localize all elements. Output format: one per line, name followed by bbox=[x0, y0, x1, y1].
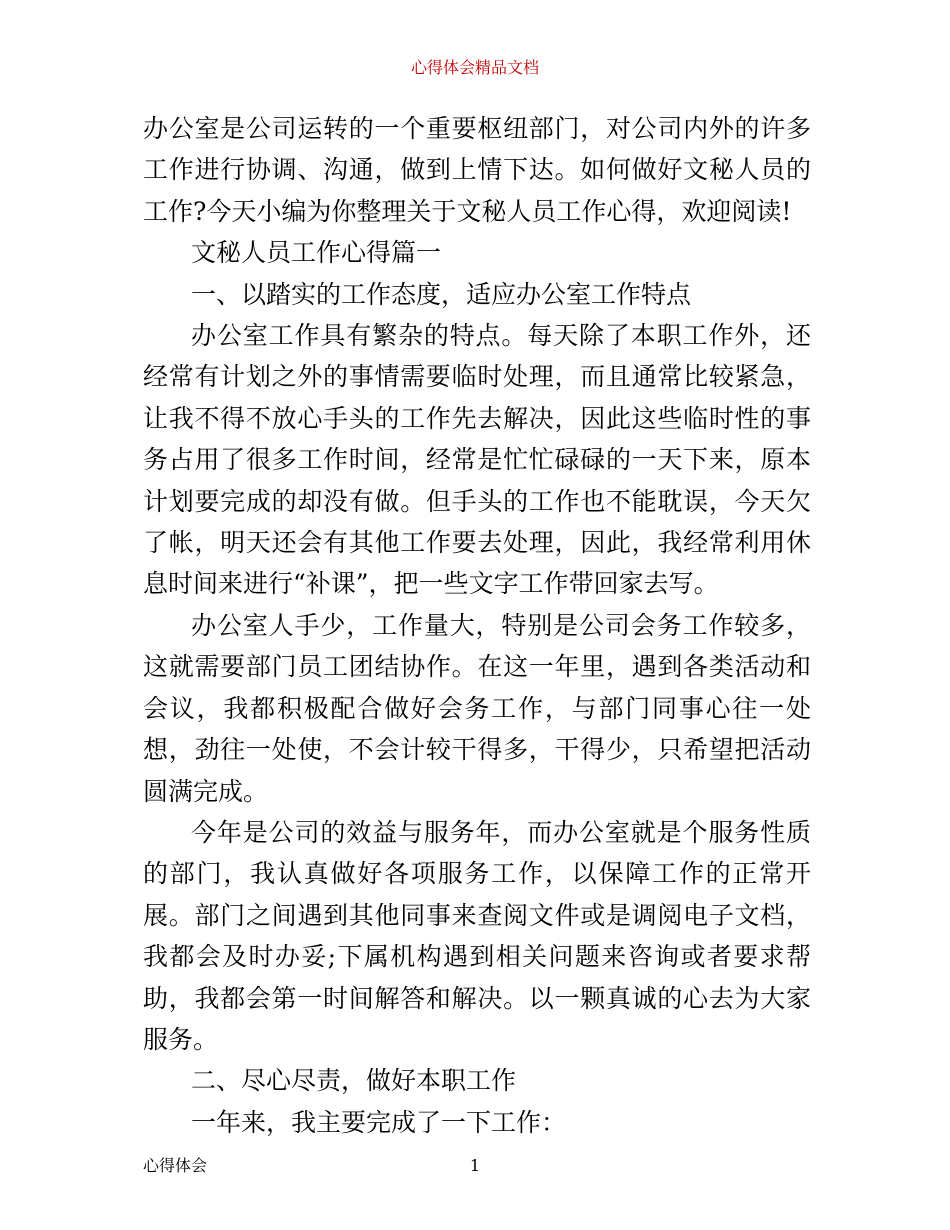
intro-paragraph: 办公室是公司运转的一个重要枢纽部门，对公司内外的许多工作进行协调、沟通，做到上情下达。如何做好文秘人员的工作?今天小编为你整理关于文秘人员工作心得，欢迎阅读! bbox=[143, 114, 811, 226]
page-header-title: 心得体会精品文档 bbox=[410, 58, 539, 77]
body-paragraph: 一年来，我主要完成了一下工作： bbox=[191, 1107, 567, 1137]
page-number: 1 bbox=[469, 1156, 481, 1175]
section-heading-part-one: 文秘人员工作心得篇一 bbox=[191, 238, 442, 268]
body-paragraph: 今年是公司的效益与服务年，而办公室就是个服务性质的部门，我认真做好各项服务工作，以保障工作的正常开展。部门之间遇到其他同事来查阅文件或是调阅电子文档，我都会及时办妥;下属机构遇到相关问题来咨询或者要求帮助，我都会第一时间解答和解决。以一颗真诚的心去为大家服务。 bbox=[143, 817, 811, 1054]
document-body bbox=[143, 108, 811, 1143]
subheading-duties: 二、尽心尽责，做好本职工作 bbox=[191, 1066, 517, 1096]
body-paragraph: 办公室工作具有繁杂的特点。每天除了本职工作外，还经常有计划之外的事情需要临时处理，而且通常比较紧急，让我不得不放心手头的工作先去解决，因此这些临时性的事务占用了很多工作时间，经常是忙忙碌碌的一天下来，原本计划要完成的却没有做。但手头的工作也不能耽误，今天欠了帐，明天还会有其他工作要去处理，因此，我经常利用休息时间来进行“补课”，把一些文字工作带回家去写。 bbox=[143, 321, 811, 599]
footer-label: 心得体会 bbox=[143, 1156, 208, 1175]
body-paragraph: 办公室人手少，工作量大，特别是公司会务工作较多，这就需要部门员工团结协作。在这一年里，遇到各类活动和会议，我都积极配合做好会务工作，与部门同事心往一处想，劲往一处使，不会计较干得多，干得少，只希望把活动圆满完成。 bbox=[143, 610, 811, 806]
subheading-work-attitude: 一、以踏实的工作态度，适应办公室工作特点 bbox=[191, 279, 692, 309]
